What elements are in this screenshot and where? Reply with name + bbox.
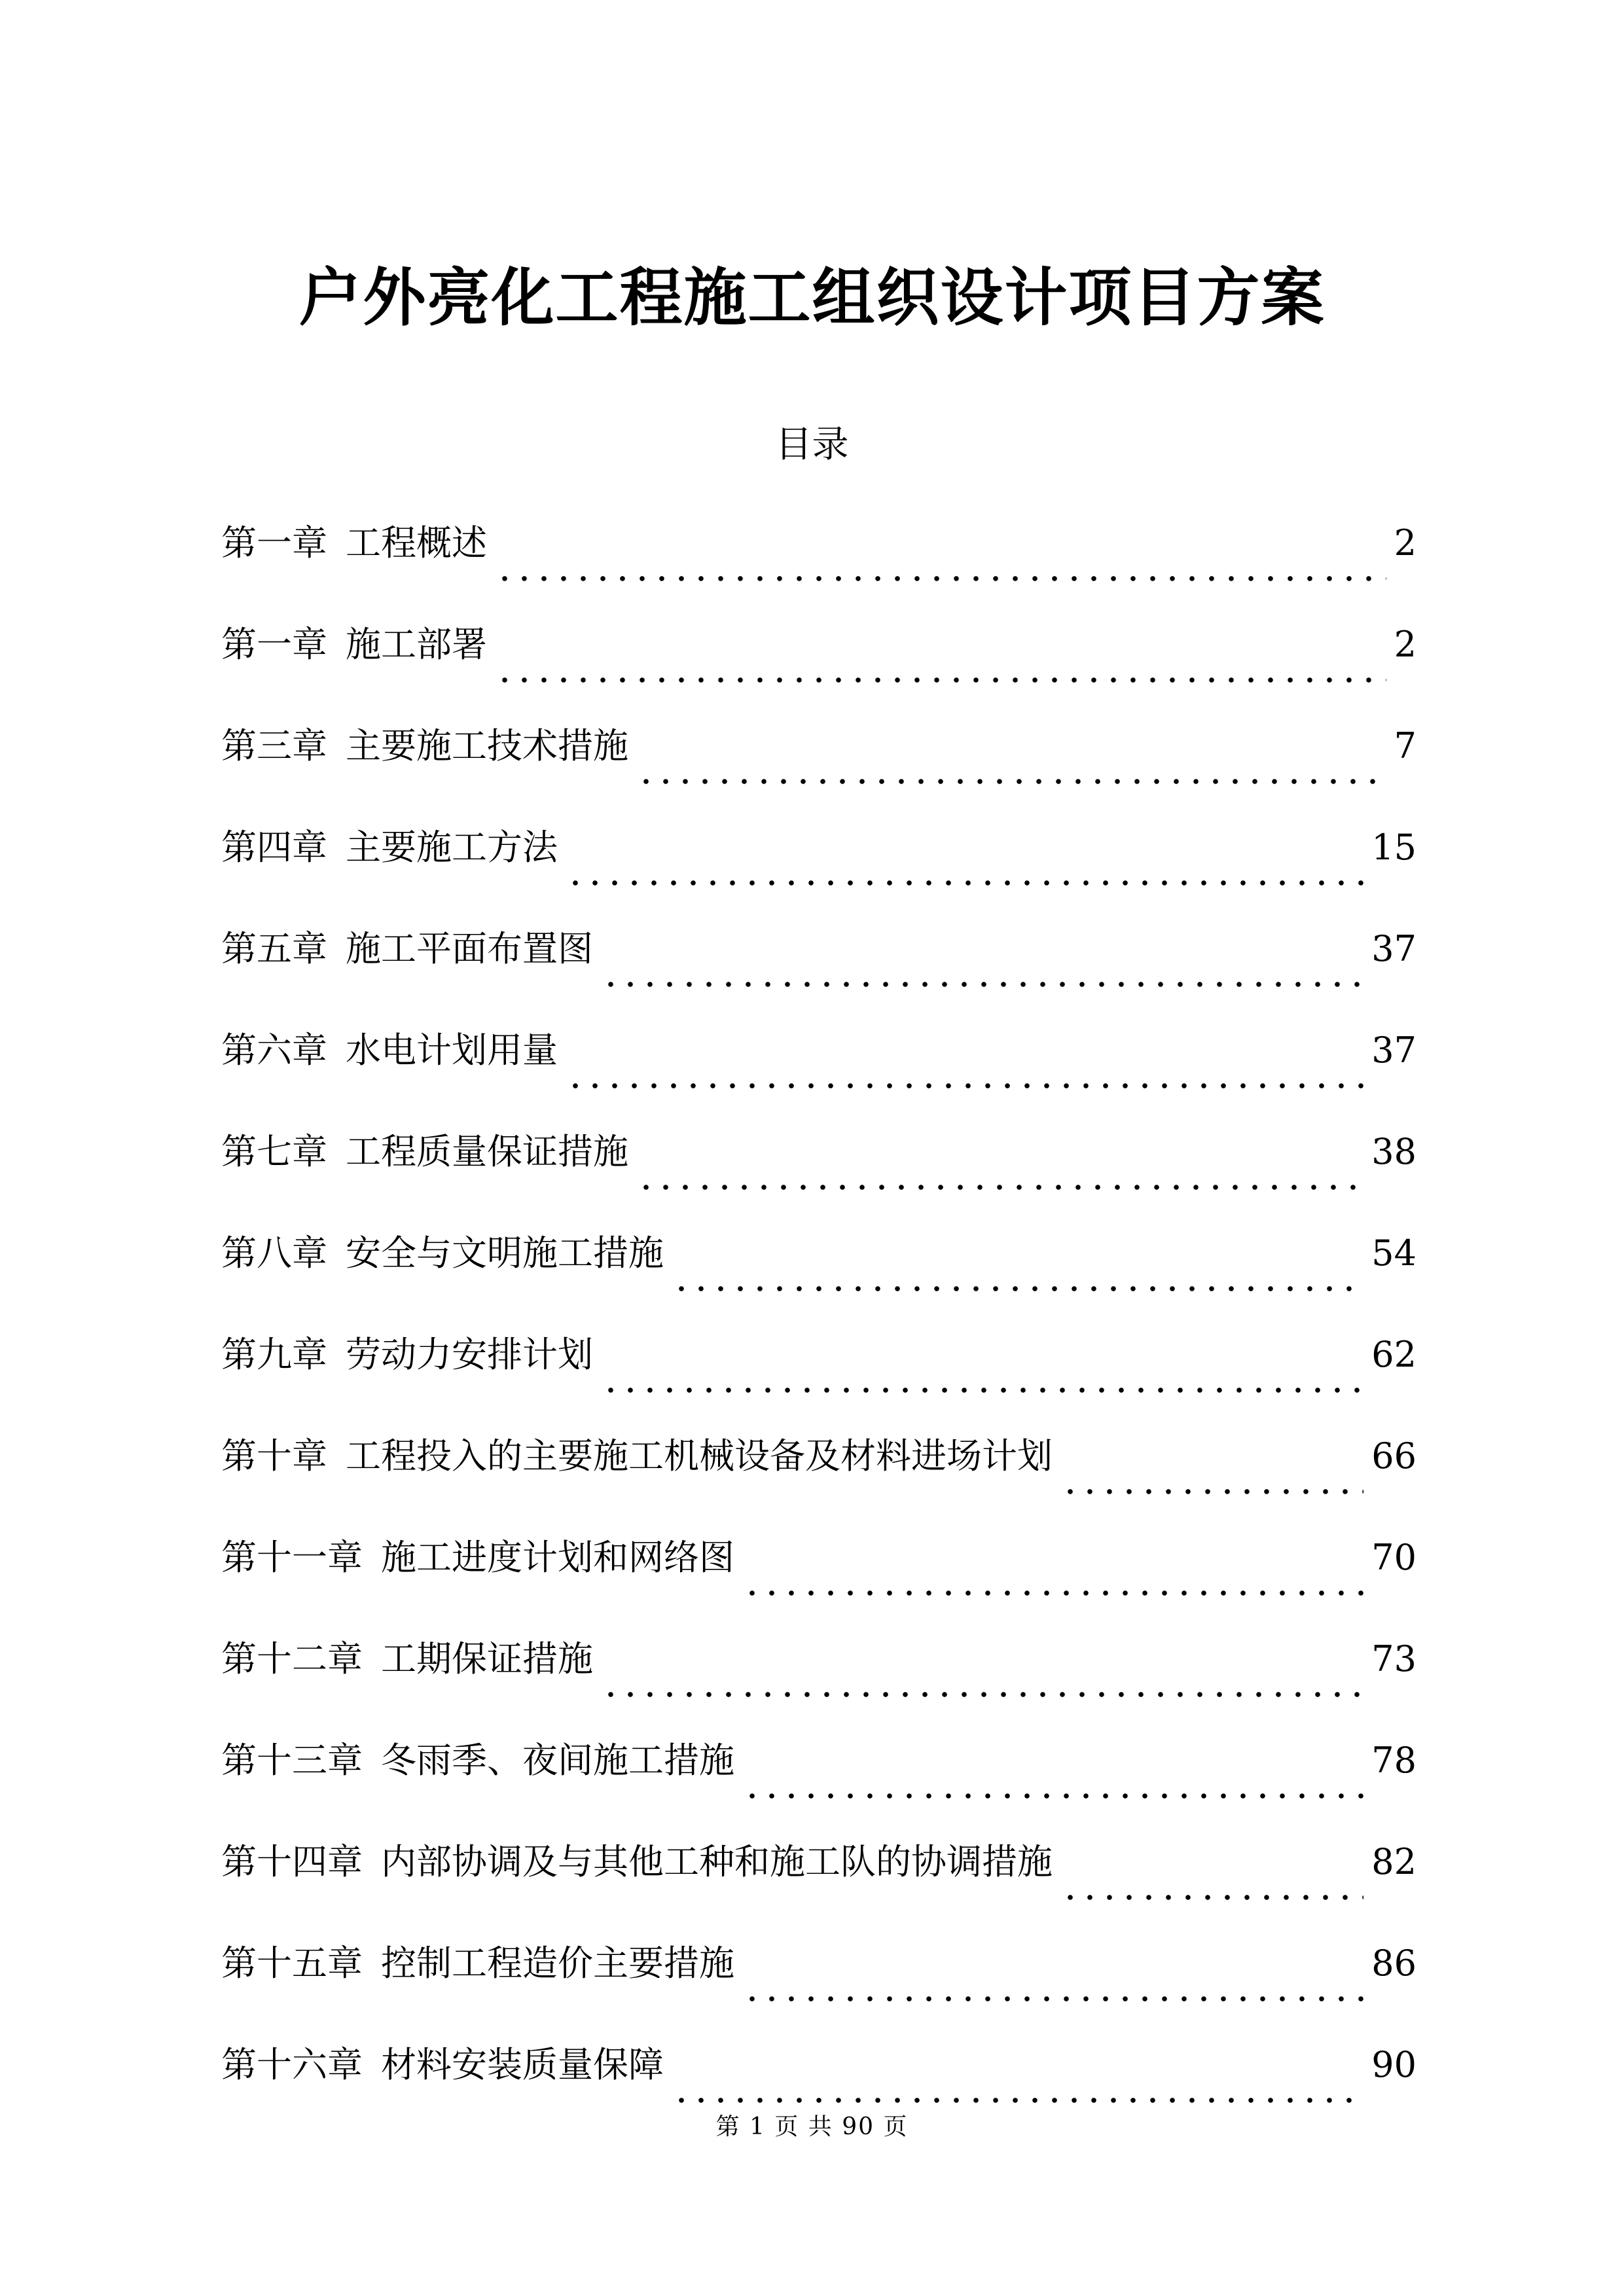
toc-entry[interactable] (221, 1633, 1416, 1734)
toc-entry[interactable] (221, 720, 1416, 821)
toc-chapter-title: 冬雨季、夜间施工措施 (381, 1740, 734, 1781)
toc-page-number: 78 (1371, 1740, 1416, 1781)
toc-chapter-title: 施工部署 (346, 624, 487, 665)
toc-page-number: 62 (1371, 1334, 1416, 1375)
toc-entry[interactable] (221, 517, 1416, 619)
toc-chapter-title: 工程概述 (346, 522, 487, 564)
toc-page-number: 90 (1371, 2044, 1416, 2085)
toc-page-number: 15 (1371, 827, 1416, 868)
toc-chapter-number: 第九章 (221, 1334, 327, 1375)
toc-chapter-title: 工期保证措施 (381, 1638, 593, 1679)
toc-page-number: 38 (1371, 1131, 1416, 1172)
toc-entry[interactable] (221, 1126, 1416, 1227)
toc-chapter-title: 安全与文明施工措施 (346, 1232, 664, 1274)
toc-chapter-number: 第七章 (221, 1131, 327, 1172)
toc-page-number: 54 (1371, 1232, 1416, 1274)
toc-chapter-number: 第十六章 (221, 2044, 363, 2085)
toc-chapter-number: 第十五章 (221, 1943, 363, 1984)
toc-dot-leader (601, 1387, 1363, 1393)
toc-page-number: 86 (1371, 1943, 1416, 1984)
toc-entry[interactable] (221, 1430, 1416, 1532)
toc-entry[interactable] (221, 923, 1416, 1024)
toc-entry[interactable] (221, 619, 1416, 720)
toc-chapter-number: 第三章 (221, 725, 327, 766)
toc-entry[interactable] (221, 1532, 1416, 1633)
toc-dot-leader (1060, 1488, 1363, 1495)
toc-chapter-title: 工程质量保证措施 (346, 1131, 628, 1172)
toc-dot-leader (742, 1590, 1363, 1596)
table-of-contents (221, 517, 1416, 2140)
toc-chapter-number: 第十章 (221, 1435, 327, 1477)
toc-entry[interactable] (221, 1734, 1416, 1836)
toc-page-number: 73 (1371, 1638, 1416, 1679)
toc-heading: 目录 (775, 423, 849, 466)
toc-chapter-number: 第六章 (221, 1030, 327, 1071)
toc-chapter-number: 第十一章 (221, 1537, 363, 1578)
toc-chapter-title: 主要施工方法 (346, 827, 558, 868)
toc-entry[interactable] (221, 1329, 1416, 1430)
toc-chapter-title: 劳动力安排计划 (346, 1334, 593, 1375)
toc-page-number: 7 (1394, 725, 1416, 766)
toc-page-number: 82 (1371, 1841, 1416, 1882)
toc-chapter-title: 水电计划用量 (346, 1030, 558, 1071)
toc-dot-leader (495, 575, 1386, 582)
toc-chapter-number: 第十四章 (221, 1841, 363, 1882)
toc-chapter-title: 材料安装质量保障 (381, 2044, 664, 2085)
toc-entry[interactable] (221, 1227, 1416, 1329)
toc-chapter-number: 第四章 (221, 827, 327, 868)
toc-chapter-title: 内部协调及与其他工种和施工队的协调措施 (381, 1841, 1053, 1882)
document-title: 户外亮化工程施工组织设计项目方案 (298, 260, 1326, 334)
toc-dot-leader (1060, 1894, 1363, 1901)
toc-dot-leader (742, 1793, 1363, 1799)
toc-dot-leader (566, 1083, 1363, 1089)
toc-dot-leader (601, 1691, 1363, 1698)
toc-chapter-number: 第八章 (221, 1232, 327, 1274)
toc-chapter-title: 主要施工技术措施 (346, 725, 628, 766)
toc-chapter-number: 第一章 (221, 522, 327, 564)
toc-chapter-number: 第一章 (221, 624, 327, 665)
toc-chapter-title: 控制工程造价主要措施 (381, 1943, 734, 1984)
toc-dot-leader (495, 677, 1386, 683)
toc-dot-leader (742, 1996, 1363, 2002)
page-footer: 第 1 页 共 90 页 (715, 2113, 909, 2140)
toc-page-number: 2 (1394, 624, 1416, 665)
toc-entry[interactable] (221, 1937, 1416, 2039)
toc-dot-leader (636, 1184, 1363, 1191)
toc-chapter-number: 第十三章 (221, 1740, 363, 1781)
toc-chapter-number: 第十二章 (221, 1638, 363, 1679)
toc-dot-leader (672, 2097, 1363, 2104)
toc-entry[interactable] (221, 821, 1416, 923)
toc-dot-leader (601, 981, 1363, 988)
toc-entry[interactable] (221, 1024, 1416, 1126)
toc-chapter-number: 第五章 (221, 928, 327, 969)
toc-chapter-title: 施工进度计划和网络图 (381, 1537, 734, 1578)
toc-dot-leader (636, 778, 1386, 785)
toc-chapter-title: 工程投入的主要施工机械设备及材料进场计划 (346, 1435, 1053, 1477)
toc-dot-leader (672, 1285, 1363, 1292)
toc-chapter-title: 施工平面布置图 (346, 928, 593, 969)
toc-entry[interactable] (221, 1836, 1416, 1937)
toc-page-number: 70 (1371, 1537, 1416, 1578)
toc-page-number: 2 (1394, 522, 1416, 564)
toc-page-number: 37 (1371, 1030, 1416, 1071)
toc-dot-leader (566, 880, 1363, 886)
toc-page-number: 66 (1371, 1435, 1416, 1477)
toc-page-number: 37 (1371, 928, 1416, 969)
